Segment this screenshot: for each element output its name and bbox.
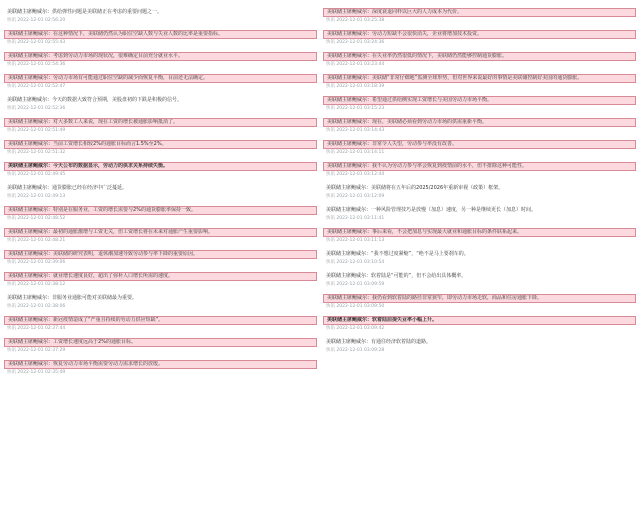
news-author: 美联储主席鲍威尔： xyxy=(8,31,54,37)
news-item[interactable] xyxy=(4,118,317,134)
news-author: 美联储主席鲍威尔： xyxy=(327,229,373,235)
news-text: “我不想过度紧缩”，“绝不是马上要刹车的。 xyxy=(371,251,469,257)
news-item[interactable] xyxy=(4,96,317,112)
news-author: 美联储主席鲍威尔： xyxy=(8,229,54,235)
news-text: 在这种情况下，美联储仍然认为职位空缺人数与失业人数的比率是重要指标。 xyxy=(53,31,224,37)
news-item[interactable] xyxy=(323,8,636,24)
news-timestamp: 快讯 2022-12-01 02:39:06 xyxy=(7,260,66,265)
news-text: 软着陆是“可能的”，但不会给出具体概率。 xyxy=(371,273,467,279)
news-headline[interactable] xyxy=(4,162,317,171)
news-author: 美联储主席鲍威尔： xyxy=(326,339,372,345)
news-headline[interactable] xyxy=(323,294,636,303)
news-author: 美联储主席鲍威尔： xyxy=(327,317,373,323)
news-headline[interactable] xyxy=(4,74,317,83)
news-item[interactable] xyxy=(4,184,317,200)
news-timestamp: 快讯 2022-12-01 03:09:42 xyxy=(326,326,385,331)
news-headline[interactable] xyxy=(4,184,317,193)
news-text: 深度衰退同样以巨大的人力成本为代价。 xyxy=(372,9,463,15)
news-timestamp: 快讯 2022-12-01 03:09:59 xyxy=(326,282,385,287)
news-text: 现在，美联储必须看到劳动力市场的供需重新平衡。 xyxy=(372,119,488,125)
news-text: 劳动力市场有可能通过职位空缺的减少而恢复平衡，目前还无法确定。 xyxy=(53,75,209,81)
news-item[interactable] xyxy=(323,250,636,266)
news-headline[interactable] xyxy=(323,52,636,61)
news-author: 美联储主席鲍威尔： xyxy=(327,9,373,15)
news-text: 美联储“非常仔细地”监测全球形势，但对世界来说最好的事情是美联储控制好美国的通货膨胀。 xyxy=(372,75,583,81)
news-text: 我仍看到软着陆的路径非常狭窄，即劳动力市场走软，商品和住房通胀下降。 xyxy=(372,295,543,301)
news-timestamp: 快讯 2022-12-01 02:35:49 xyxy=(7,370,66,375)
news-text: 就业增长速度良好，超出了弥补人口增长所需的速度。 xyxy=(53,273,174,279)
news-text: 有通往经济软着陆的道路。 xyxy=(371,339,432,345)
news-timestamp: 快讯 2022-12-01 03:25:38 xyxy=(326,18,385,23)
news-timestamp: 快讯 2022-12-01 03:11:13 xyxy=(326,238,385,243)
news-author: 美联储主席鲍威尔： xyxy=(8,163,54,169)
news-headline[interactable] xyxy=(4,228,317,237)
news-item[interactable] xyxy=(323,228,636,244)
news-timestamp: 快讯 2022-12-01 03:11:41 xyxy=(326,216,385,221)
news-headline[interactable] xyxy=(4,118,317,127)
news-timestamp: 快讯 2022-12-01 03:09:28 xyxy=(326,348,385,353)
news-timestamp: 快讯 2022-12-01 03:14:11 xyxy=(326,150,385,155)
news-headline[interactable] xyxy=(323,74,636,83)
news-item[interactable] xyxy=(323,206,636,222)
news-item[interactable] xyxy=(4,8,317,24)
news-text: 恢复劳动力市场平衡需要劳动力需求增长的放缓。 xyxy=(53,361,164,367)
news-text: 我不认为劳动力参与率会恢复到疫情前的水平，但不排除这种可能性。 xyxy=(372,163,528,169)
news-author: 美联储主席鲍威尔： xyxy=(8,75,54,81)
news-text: 非常令人失望，劳动参与率没有改善。 xyxy=(372,141,458,147)
news-author: 美联储主席鲍威尔： xyxy=(7,97,53,103)
news-timestamp: 快讯 2022-12-01 02:37:29 xyxy=(7,348,66,353)
news-timestamp: 快讯 2022-12-01 02:56:20 xyxy=(7,18,66,23)
news-headline[interactable] xyxy=(4,360,317,369)
news-timestamp: 快讯 2022-12-01 02:37:44 xyxy=(7,326,66,331)
news-text: 非服务业通胀可能对美联储最为重要。 xyxy=(52,295,138,301)
news-item[interactable] xyxy=(4,250,317,266)
news-author: 美联储主席鲍威尔： xyxy=(326,251,372,257)
news-headline[interactable] xyxy=(323,250,636,259)
feed-column-right xyxy=(323,8,636,521)
news-author: 美联储主席鲍威尔： xyxy=(7,185,53,191)
news-headline[interactable] xyxy=(323,228,636,237)
news-item[interactable] xyxy=(323,272,636,288)
news-text: 美联储的研究表明，退休潮加速导致劳动参与率下降的重要原因。 xyxy=(53,251,199,257)
feed-column-left xyxy=(4,8,317,521)
news-timestamp: 快讯 2022-12-01 03:24:36 xyxy=(326,40,385,45)
news-item[interactable] xyxy=(323,140,636,156)
news-author: 美联储主席鲍威尔： xyxy=(327,295,373,301)
news-headline[interactable] xyxy=(323,118,636,127)
news-text: 软着陆前提失业率小幅上升。 xyxy=(372,317,438,323)
news-timestamp: 快讯 2022-12-01 02:48:52 xyxy=(7,216,66,221)
news-author: 美联储主席鲍威尔： xyxy=(8,119,54,125)
news-timestamp: 快讯 2022-12-01 02:52:36 xyxy=(7,106,66,111)
news-timestamp: 快讯 2022-12-01 03:10:54 xyxy=(326,260,385,265)
news-author: 美联储主席鲍威尔： xyxy=(8,207,54,213)
news-timestamp: 快讯 2022-12-01 03:12:44 xyxy=(326,172,385,177)
news-item[interactable] xyxy=(323,162,636,178)
news-timestamp: 快讯 2022-12-01 03:14:43 xyxy=(326,128,385,133)
news-author: 美联储主席鲍威尔： xyxy=(8,53,54,59)
news-author: 美联储主席鲍威尔： xyxy=(8,251,54,257)
news-timestamp: 快讯 2022-12-01 03:15:23 xyxy=(326,106,385,111)
news-headline[interactable] xyxy=(4,294,317,303)
news-item[interactable] xyxy=(4,30,317,46)
news-item[interactable] xyxy=(4,316,317,332)
news-text: 事后来看，不会把加息与实现最大就业和通胀目标的条件联系起来。 xyxy=(372,229,523,235)
news-item[interactable] xyxy=(323,96,636,112)
news-text: 通货膨胀已经在经济中广泛蔓延。 xyxy=(52,185,128,191)
news-timestamp: 快讯 2022-12-01 03:12:09 xyxy=(326,194,385,199)
news-item[interactable] xyxy=(323,294,636,310)
news-item[interactable] xyxy=(4,228,317,244)
news-author: 美联储主席鲍威尔： xyxy=(8,141,54,147)
news-timestamp: 快讯 2022-12-01 03:18:39 xyxy=(326,84,385,89)
news-timestamp: 快讯 2022-12-01 02:51:49 xyxy=(7,128,66,133)
news-author: 美联储主席鲍威尔： xyxy=(326,273,372,279)
news-timestamp: 快讯 2022-12-01 02:38:12 xyxy=(7,282,66,287)
news-item[interactable] xyxy=(323,316,636,332)
news-text: 美联储将在五年后的2025/2026年重新审视（政策）框架。 xyxy=(371,185,504,191)
news-text: 对大多数工人来说，现在工资的增长被通胀影响抵消了。 xyxy=(53,119,179,125)
news-timestamp: 快讯 2022-12-01 03:09:50 xyxy=(326,304,385,309)
news-item[interactable] xyxy=(323,184,636,200)
news-text: 希望通过供给侧实现工资增长与美国劳动力市场平衡。 xyxy=(372,97,493,103)
news-item[interactable] xyxy=(4,140,317,156)
news-item[interactable] xyxy=(4,52,317,68)
news-headline[interactable] xyxy=(323,206,636,215)
news-text: 当前工资增长相较2%的通胀目标而言1.5%至2%。 xyxy=(53,141,167,147)
news-item[interactable] xyxy=(4,162,317,178)
news-text: 特别是在服务业，工资的增长需要与2%的通货膨胀率保持一致。 xyxy=(53,207,196,213)
news-timestamp: 快讯 2022-12-01 02:55:43 xyxy=(7,40,66,45)
news-author: 美联储主席鲍威尔： xyxy=(327,31,373,37)
news-headline[interactable] xyxy=(4,250,317,259)
news-headline[interactable] xyxy=(323,8,636,17)
news-text: 供给弹性问题是美联储正在考虑的重要问题之一。 xyxy=(52,9,163,15)
news-item[interactable] xyxy=(4,206,317,222)
news-author: 美联储主席鲍威尔： xyxy=(8,339,54,345)
news-timestamp: 快讯 2022-12-01 02:38:06 xyxy=(7,304,66,309)
news-item[interactable] xyxy=(323,30,636,46)
news-item[interactable] xyxy=(323,118,636,134)
news-text: 一种风险管理技巧是放慢（加息）速度，另一种是继续更长（加息）时间。 xyxy=(371,207,537,213)
news-timestamp: 快讯 2022-12-01 02:49:45 xyxy=(7,172,66,177)
news-headline[interactable] xyxy=(323,30,636,39)
news-headline[interactable] xyxy=(323,162,636,171)
news-author: 美联储主席鲍威尔： xyxy=(327,163,373,169)
news-headline[interactable] xyxy=(323,96,636,105)
news-item[interactable] xyxy=(4,360,317,376)
news-text: 劳动力短缺不会很快消失，企业将增加技术投资。 xyxy=(372,31,483,37)
news-text: 今天的数据大致符合预期，美股盘初的下跌是积极的信号。 xyxy=(52,97,183,103)
news-item[interactable] xyxy=(4,74,317,90)
news-headline[interactable] xyxy=(323,184,636,193)
news-item[interactable] xyxy=(4,338,317,354)
news-headline[interactable] xyxy=(4,140,317,149)
news-author: 美联储主席鲍威尔： xyxy=(327,119,373,125)
news-item[interactable] xyxy=(323,52,636,68)
news-headline[interactable] xyxy=(4,8,317,17)
news-author: 美联储主席鲍威尔： xyxy=(327,53,373,59)
news-author: 美联储主席鲍威尔： xyxy=(326,185,372,191)
news-headline[interactable] xyxy=(323,140,636,149)
news-timestamp: 快讯 2022-12-01 02:51:32 xyxy=(7,150,66,155)
news-author: 美联储主席鲍威尔： xyxy=(8,273,54,279)
news-item[interactable] xyxy=(4,294,317,310)
news-text: 考虑到劳动力市场的现状况，很难确定目前充分就业水平。 xyxy=(53,53,184,59)
news-headline[interactable] xyxy=(4,30,317,39)
news-headline[interactable] xyxy=(4,338,317,347)
news-author: 美联储主席鲍威尔： xyxy=(327,141,373,147)
news-timestamp: 快讯 2022-12-01 02:54:36 xyxy=(7,62,66,67)
news-timestamp: 快讯 2022-12-01 02:52:47 xyxy=(7,84,66,89)
news-item[interactable] xyxy=(4,272,317,288)
news-author: 美联储主席鲍威尔： xyxy=(7,295,53,301)
news-text: 新冠疫情造成了“严重且持续的劳动力供应短缺”。 xyxy=(53,317,164,323)
news-text: 今天公布的数据显示，劳动力的供求关系持续失衡。 xyxy=(53,163,169,169)
news-headline[interactable] xyxy=(323,316,636,325)
news-text: 工资增长速度远高于2%的通胀目标。 xyxy=(53,339,136,345)
news-item[interactable] xyxy=(323,338,636,354)
news-headline[interactable] xyxy=(323,338,636,347)
news-headline[interactable] xyxy=(4,316,317,325)
news-text: 在失业率仍然很低的情况下，美联储仍然能够控制通货膨胀。 xyxy=(372,53,508,59)
news-headline[interactable] xyxy=(4,96,317,105)
news-timestamp: 快讯 2022-12-01 02:49:13 xyxy=(7,194,66,199)
news-item[interactable] xyxy=(323,74,636,90)
news-timestamp: 快讯 2022-12-01 03:23:44 xyxy=(326,62,385,67)
news-author: 美联储主席鲍威尔： xyxy=(8,317,54,323)
news-author: 美联储主席鲍威尔： xyxy=(8,361,54,367)
news-author: 美联储主席鲍威尔： xyxy=(7,9,53,15)
news-author: 美联储主席鲍威尔： xyxy=(326,207,372,213)
news-author: 美联储主席鲍威尔： xyxy=(327,75,373,81)
news-timestamp: 快讯 2022-12-01 02:48:21 xyxy=(7,238,66,243)
news-text: 最初的通胀激增与工资无关，但工资增长将在未来对通胀产生重要影响。 xyxy=(53,229,214,235)
news-headline[interactable] xyxy=(323,272,636,281)
news-headline[interactable] xyxy=(4,206,317,215)
news-headline[interactable] xyxy=(4,272,317,281)
news-headline[interactable] xyxy=(4,52,317,61)
news-author: 美联储主席鲍威尔： xyxy=(327,97,373,103)
